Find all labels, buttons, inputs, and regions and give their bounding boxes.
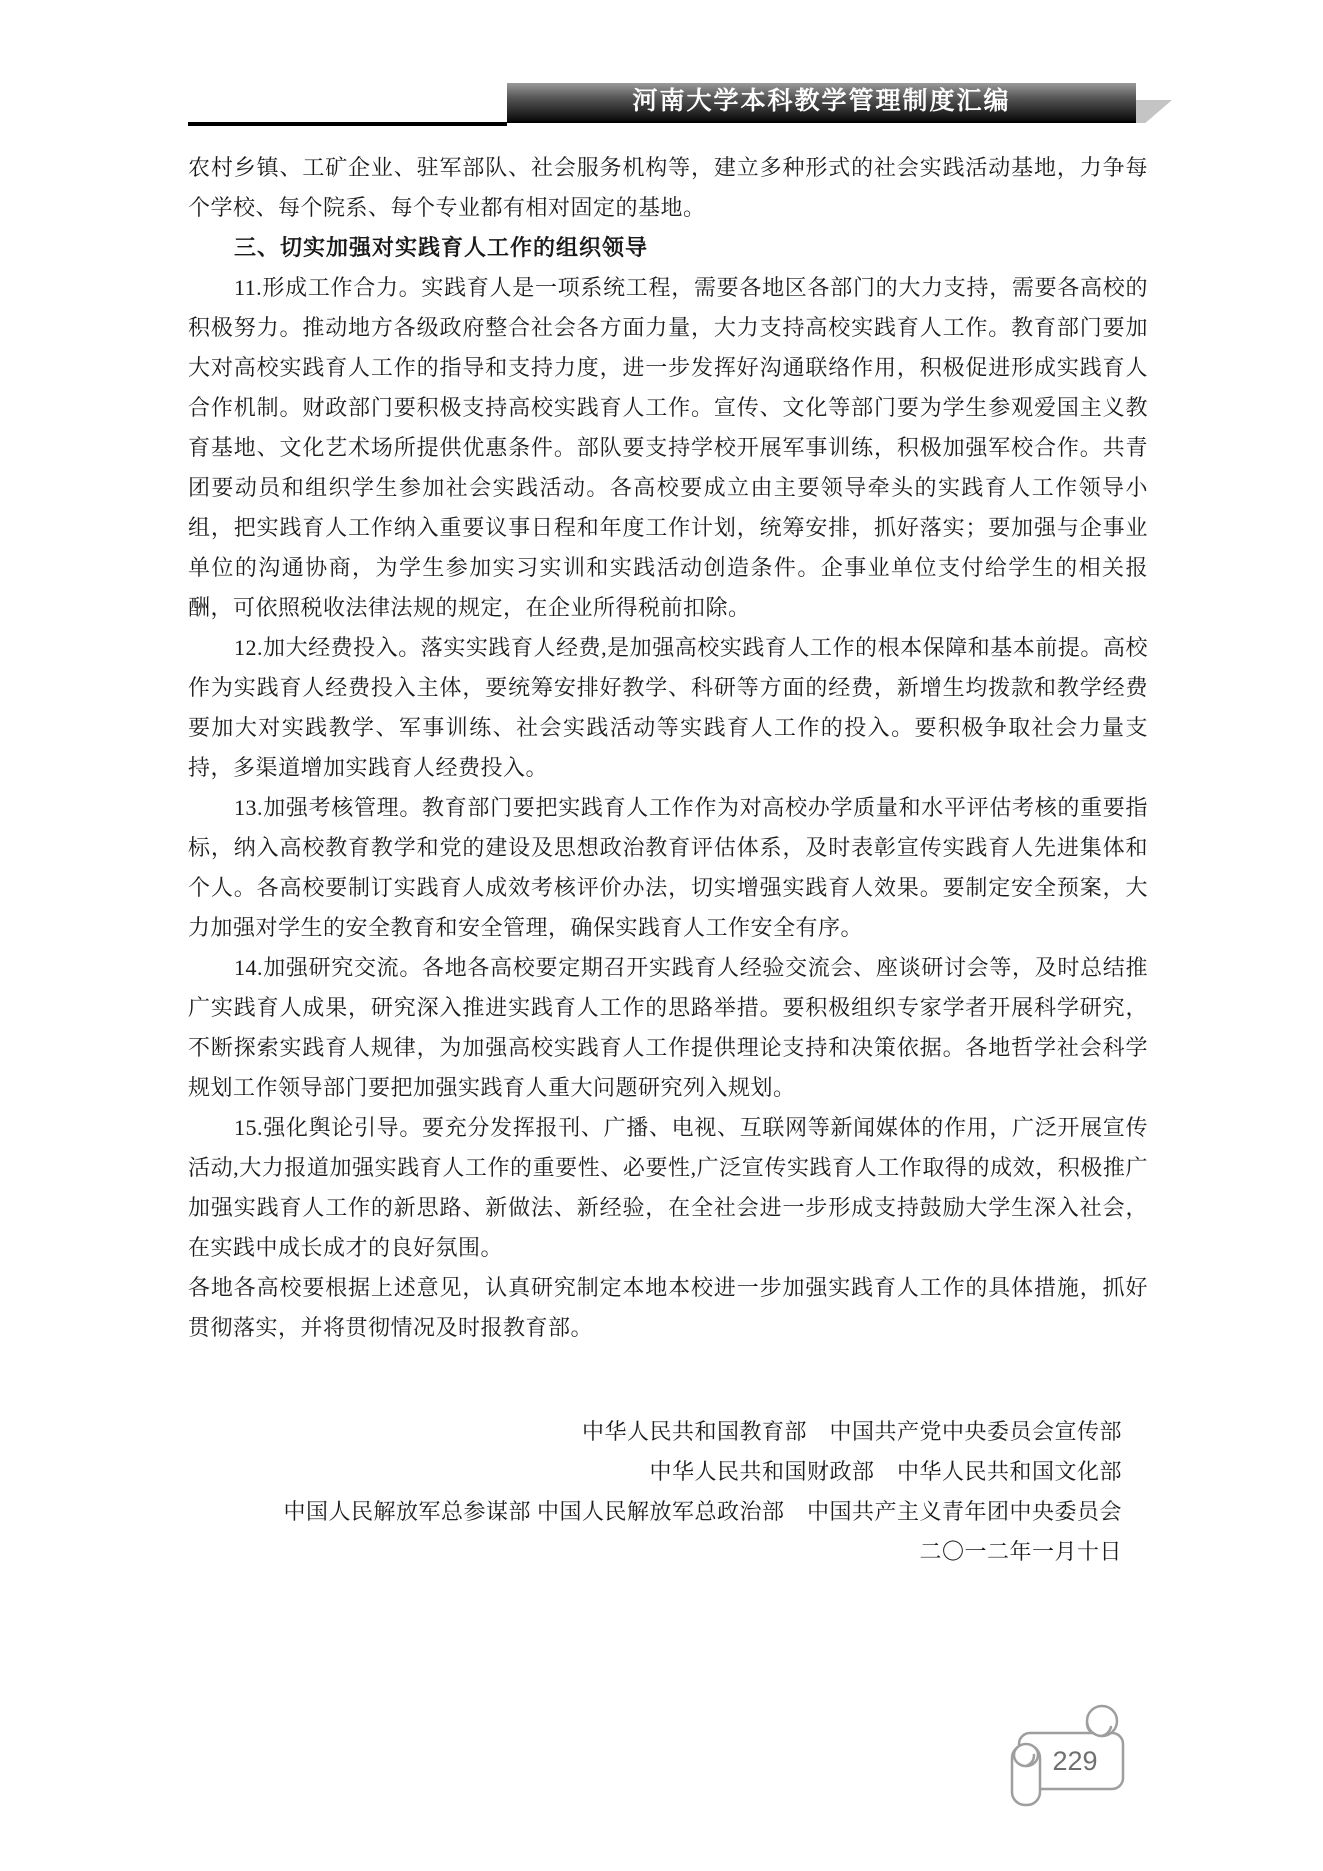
paragraph-14: 14.加强研究交流。各地各高校要定期召开实践育人经验交流会、座谈研讨会等，及时总结推广实践育人成果，研究深入推进实践育人工作的思路举措。要积极组织专家学者开展科学研究，不断探索实践育人规律，为加强高校实践育人工作提供理论支持和决策依据。各地哲学社会科学规划工作领导部门要把加强实践育人重大问题研究列入规划。 <box>188 955 1148 1100</box>
signature-line: 中华人民共和国教育部 中国共产党中央委员会宣传部 <box>581 1419 1122 1444</box>
signature-line: 中国人民解放军总参谋部 中国人民解放军总政治部 中国共产主义青年团中央委员会 <box>283 1499 1122 1524</box>
document-body <box>188 148 1148 1572</box>
paragraph-15: 15.强化舆论引导。要充分发挥报刊、广播、电视、互联网等新闻媒体的作用，广泛开展宣传活动,大力报道加强实践育人工作的重要性、必要性,广泛宣传实践育人工作取得的成效，积极推广加强实践育人工作的新思路、新做法、新经验，在全社会进一步形成支持鼓励大学生深入社会，在实践中成长成才的良好氛围。 <box>188 1115 1148 1260</box>
closing-paragraph: 各地各高校要根据上述意见，认真研究制定本地本校进一步加强实践育人工作的具体措施，抓好贯彻落实，并将贯彻情况及时报教育部。 <box>188 1275 1148 1340</box>
page-number-scroll-icon <box>1003 1703 1143 1813</box>
paragraph-13: 13.加强考核管理。教育部门要把实践育人工作作为对高校办学质量和水平评估考核的重要指标，纳入高校教育教学和党的建设及思想政治教育评估体系，及时表彰宣传实践育人先进集体和个人。各高校要制订实践育人成效考核评价办法，切实增强实践育人效果。要制定安全预案，大力加强对学生的安全教育和安全管理，确保实践育人工作安全有序。 <box>188 795 1148 940</box>
compilation-title: 河南大学本科教学管理制度汇编 <box>632 88 1011 115</box>
page-number: 229 <box>1052 1746 1098 1776</box>
header-rule-line <box>188 122 507 126</box>
continuation-paragraph: 农村乡镇、工矿企业、驻军部队、社会服务机构等，建立多种形式的社会实践活动基地，力争每个学校、每个院系、每个专业都有相对固定的基地。 <box>188 155 1148 220</box>
signature-line: 中华人民共和国财政部 中华人民共和国文化部 <box>649 1459 1122 1484</box>
header-band <box>507 83 1136 123</box>
paragraph-12: 12.加大经费投入。落实实践育人经费,是加强高校实践育人工作的根本保障和基本前提。高校作为实践育人经费投入主体，要统筹安排好教学、科研等方面的经费，新增生均拨款和教学经费要加大对实践教学、军事训练、社会实践活动等实践育人工作的投入。要积极争取社会力量支持，多渠道增加实践育人经费投入。 <box>188 635 1148 780</box>
signature-block <box>188 1412 1148 1572</box>
paragraph-11: 11.形成工作合力。实践育人是一项系统工程，需要各地区各部门的大力支持，需要各高校的积极努力。推动地方各级政府整合社会各方面力量，大力支持高校实践育人工作。教育部门要加大对高校实践育人工作的指导和支持力度，进一步发挥好沟通联络作用，积极促进形成实践育人合作机制。财政部门要积极支持高校实践育人工作。宣传、文化等部门要为学生参观爱国主义教育基地、文化艺术场所提供优惠条件。部队要支持学校开展军事训练，积极加强军校合作。共青团要动员和组织学生参加社会实践活动。各高校要成立由主要领导牵头的实践育人工作领导小组，把实践育人工作纳入重要议事日程和年度工作计划，统筹安排，抓好落实；要加强与企事业单位的沟通协商，为学生参加实习实训和实践活动创造条件。企事业单位支付给学生的相关报酬，可依照税收法律法规的规定，在企业所得税前扣除。 <box>188 275 1148 620</box>
section-heading: 三、切实加强对实践育人工作的组织领导 <box>234 235 649 260</box>
signature-date: 二〇一二年一月十日 <box>919 1539 1122 1564</box>
header-arrow-decoration <box>1136 100 1172 123</box>
